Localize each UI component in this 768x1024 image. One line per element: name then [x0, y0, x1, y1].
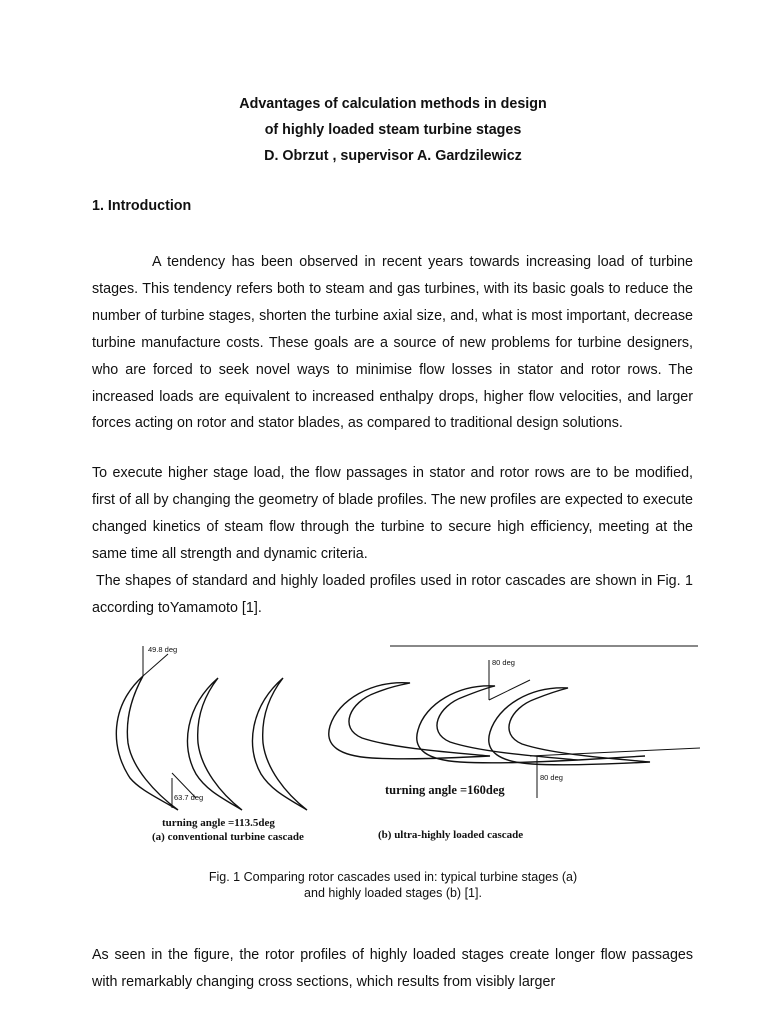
angle-label-a-top: 49.8 deg: [148, 645, 178, 654]
cascade-figure: [100, 638, 700, 863]
paragraph-1: A tendency has been observed in recent years towards increasing load of turbine stages. This tendency refers both to steam and gas turbines, with its basic goals to reduce the number of turbine stages, shorten the turbine axial size, and, what is most important, decrease turbine manufacture costs. These goals are a source of new problems for turbine designers, who are forced to seek novel ways to minimise flow losses in stator and rotor rows. The increased loads are equivalent to increased enthalpy drops, higher flow velocities, and larger forces acting on rotor and stator blades, as compared to traditional design solutions.: [92, 254, 693, 432]
blade-b1: [329, 683, 490, 759]
title-line-2: of highly loaded steam turbine stages: [264, 122, 522, 138]
caption-line-1: Fig. 1 Comparing rotor cascades used in: typical turbine stages (a): [208, 870, 578, 884]
turning-angle-a: turning angle =113.5deg: [162, 817, 275, 829]
paragraph-3: The shapes of standard and highly loaded profiles used in rotor cascades are shown in Fig. 1 according toYamamoto [1].: [92, 573, 693, 616]
label-b: (b) ultra-highly loaded cascade: [378, 829, 524, 841]
figure-caption: [110, 869, 676, 901]
paragraph-4: As seen in the figure, the rotor profiles of highly loaded stages create longer flow passages with remarkably changing cross sections, which results from visibly larger: [92, 947, 693, 990]
angle-label-b-top: 80 deg: [492, 658, 515, 667]
section-heading: 1. Introduction: [92, 198, 192, 214]
paragraph-2: To execute higher stage load, the flow passages in stator and rotor rows are to be modified, first of all by changing the geometry of blade profiles. The new profiles are expected to execute changed kinetics of steam flow through the turbine to secure high efficiency, meeting at the same time all strength and dynamic criteria.: [92, 465, 693, 562]
title-line-1: Advantages of calculation methods in design: [239, 96, 547, 112]
paper-title: [0, 91, 768, 169]
label-a: (a) conventional turbine cascade: [152, 831, 304, 843]
caption-line-2: and highly loaded stages (b) [1].: [304, 886, 482, 900]
blade-a3: [252, 678, 307, 810]
angle-label-b-bottom: 80 deg: [540, 773, 563, 782]
angle-label-a-bottom: 63.7 deg: [174, 793, 204, 802]
angle-line-a-top: [143, 654, 168, 676]
blade-a1: [116, 676, 178, 810]
blade-a2: [187, 678, 242, 810]
author-line: D. Obrzut , supervisor A. Gardzilewicz: [264, 148, 522, 164]
turning-angle-b: turning angle =160deg: [385, 783, 505, 797]
figure-1: [100, 638, 700, 863]
